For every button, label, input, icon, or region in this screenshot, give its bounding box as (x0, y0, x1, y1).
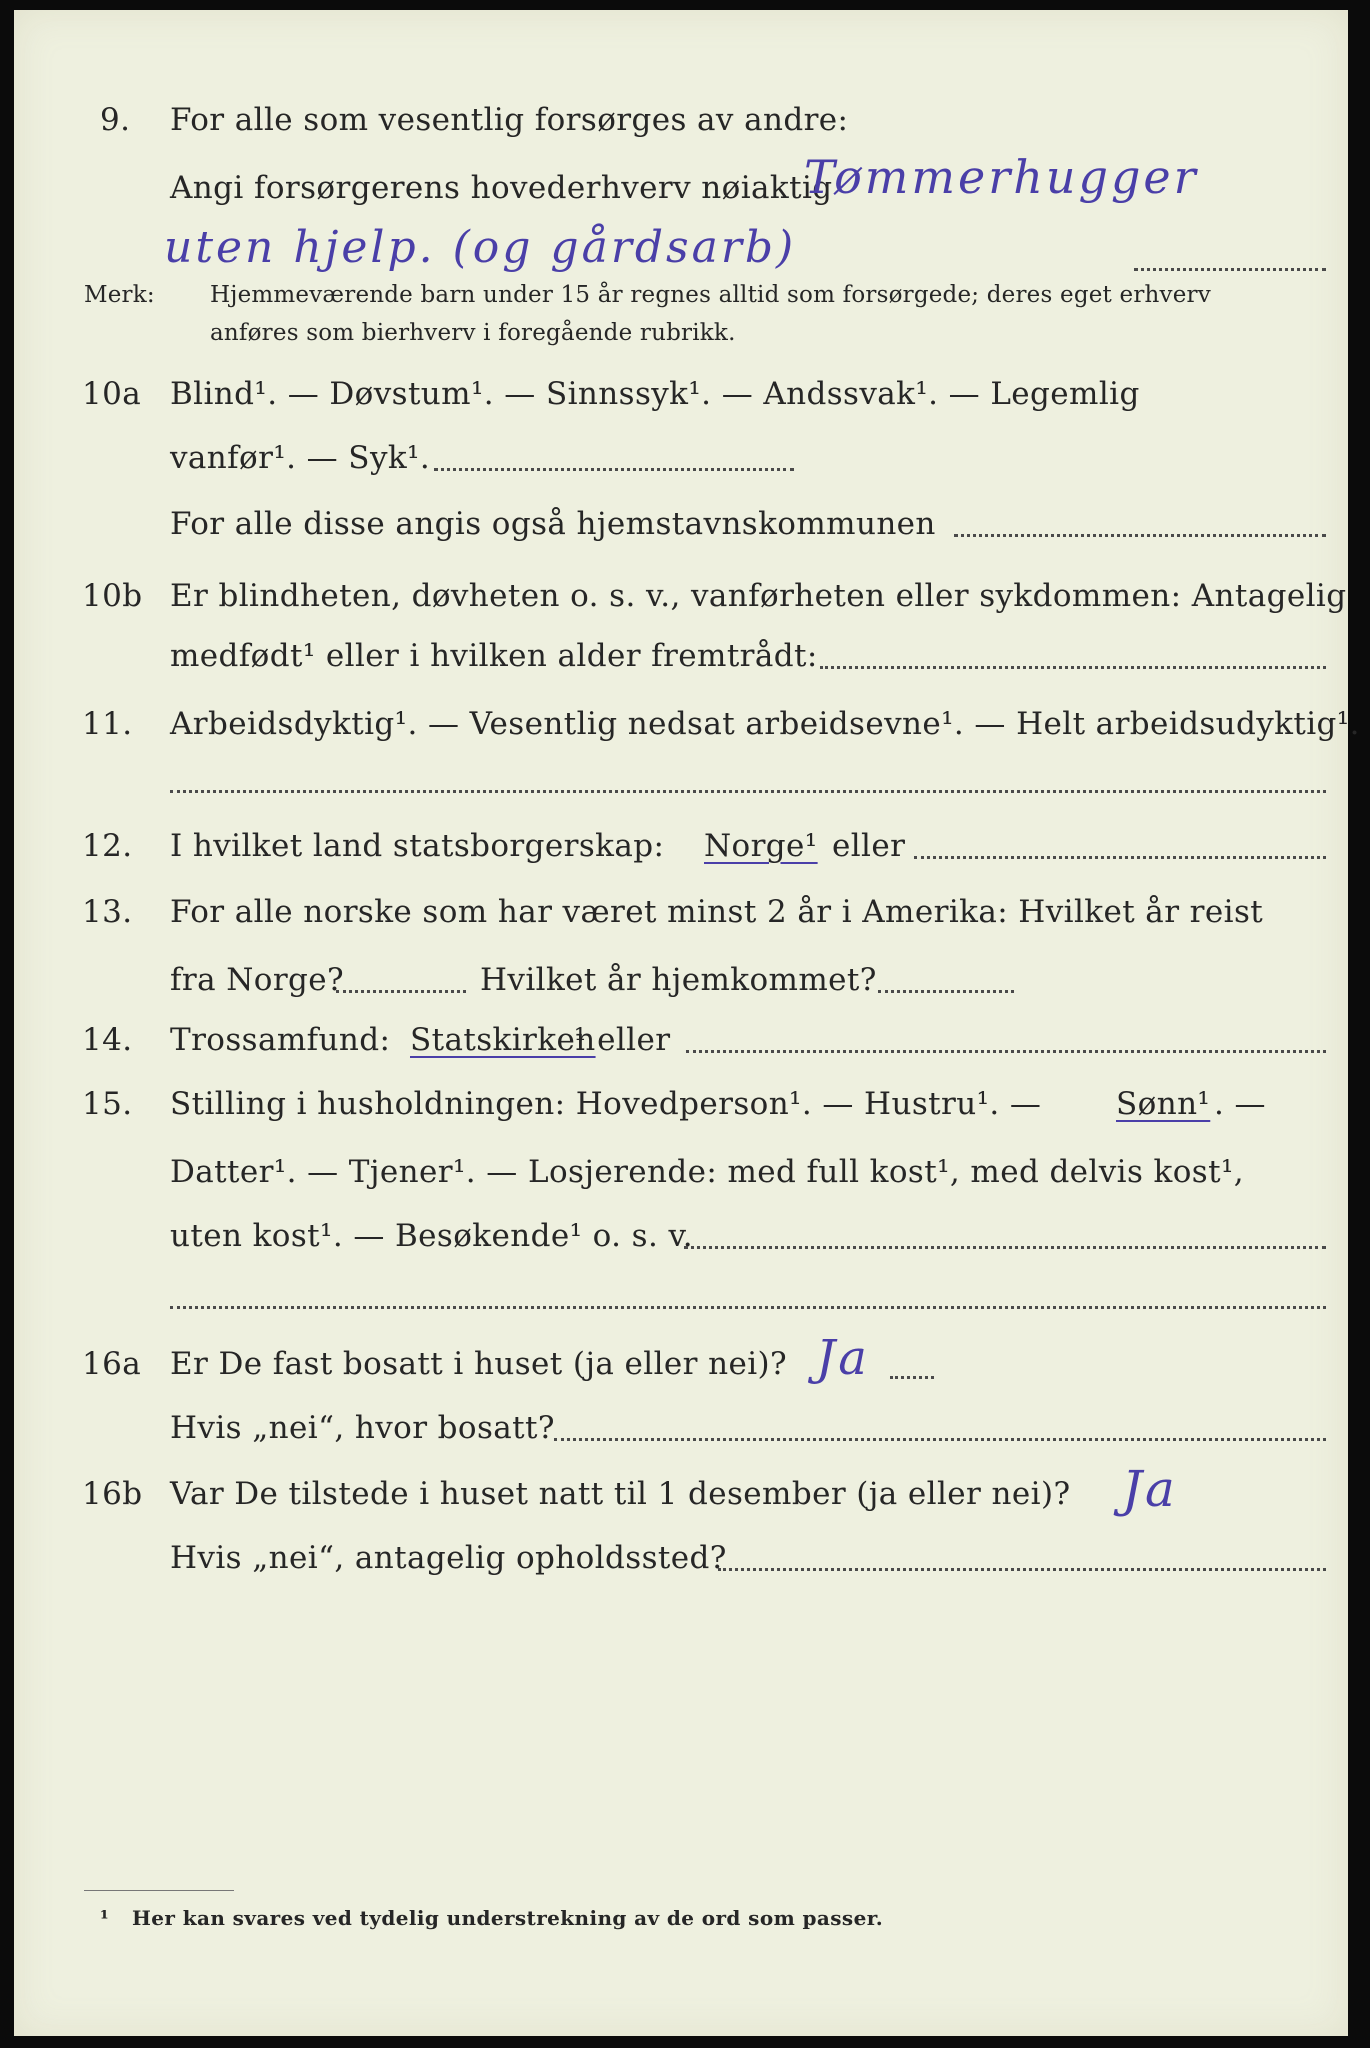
q16a-answer[interactable]: Ja (816, 1330, 870, 1386)
q10b-alder-line (820, 666, 1326, 669)
q16a-answer-line (890, 1376, 934, 1379)
q16a-bosatt-line (554, 1438, 1326, 1441)
q10b-number: 10b (82, 578, 143, 614)
q13-number: 13. (82, 894, 133, 930)
q14-rest: ¹ eller (574, 1022, 671, 1058)
q13-part-b: Hvilket år hjemkommet? (480, 962, 877, 998)
q10b-text-2: medfødt¹ eller i hvilken alder fremtrådt: (170, 638, 818, 674)
q14-number: 14. (82, 1022, 133, 1058)
footnote-rule (84, 1890, 234, 1891)
q15-text-3: uten kost¹. — Besøkende¹ o. s. v. (170, 1218, 693, 1254)
q10a-syk-line (434, 468, 794, 471)
q14-statskirken-option[interactable]: Statskirken (410, 1022, 596, 1058)
q14-answer-line (686, 1050, 1326, 1053)
footnote-mark: ¹ (100, 1906, 110, 1930)
q9-number: 9. (100, 102, 131, 138)
q15-text-1a: Stilling i husholdningen: Hovedperson¹. — Hustru¹. — (170, 1086, 1042, 1122)
q9-answer-line (1134, 268, 1326, 271)
q16a-number: 16a (82, 1346, 142, 1382)
q10a-text-1: Blind¹. — Døvstum¹. — Sinnssyk¹. — Andssvak¹. — Legemlig (170, 376, 1140, 412)
q9-answer-detail[interactable]: uten hjelp. (og gårdsarb) (164, 222, 797, 273)
q15-sonn-option[interactable]: Sønn¹ (1116, 1086, 1211, 1122)
q13-text-1: For alle norske som har været minst 2 år i Amerika: Hvilket år reist (170, 894, 1264, 930)
q15-text-1b: . — (1214, 1086, 1266, 1122)
merk-text-2: anføres som bierhverv i foregående rubrikk. (210, 320, 736, 346)
q13-part-a: fra Norge? (170, 962, 345, 998)
q9-text-1: For alle som vesentlig forsørges av andre: (170, 102, 849, 138)
q16b-answer[interactable]: Ja (1122, 1460, 1178, 1518)
q9-text-2: Angi forsørgerens hovederhverv nøiaktig (170, 170, 833, 206)
q11-number: 11. (82, 706, 133, 742)
q13-reist-line (336, 990, 466, 993)
q12-norge-option[interactable]: Norge¹ (704, 828, 818, 864)
q12-label: I hvilket land statsborgerskap: (170, 828, 665, 864)
q15-text-2: Datter¹. — Tjener¹. — Losjerende: med full kost¹, med delvis kost¹, (170, 1154, 1245, 1190)
q12-eller: eller (832, 828, 906, 864)
q12-number: 12. (82, 828, 133, 864)
merk-label: Merk: (84, 282, 155, 308)
q16a-text-2: Hvis „nei“, hvor bosatt? (170, 1410, 555, 1446)
q10a-text-2: vanfør¹. — Syk¹. (170, 440, 431, 476)
q10a-text-3: For alle disse angis også hjemstavnskommunen (170, 506, 936, 542)
q16b-text-1: Var De tilstede i huset natt til 1 desember (ja eller nei)? (170, 1476, 1071, 1512)
q16b-number: 16b (82, 1476, 143, 1512)
q9-answer-occupation[interactable]: Tømmerhugger (804, 150, 1199, 204)
q14-label: Trossamfund: (170, 1022, 391, 1058)
q15-answer-line (684, 1246, 1326, 1249)
q11-answer-line (170, 790, 1326, 793)
q10a-number: 10a (82, 376, 142, 412)
footnote-text: Her kan svares ved tydelig understrekning av de ord som passer. (132, 1906, 884, 1930)
q15-extra-line (170, 1306, 1326, 1309)
census-form-page (14, 10, 1360, 2036)
q16a-text-1: Er De fast bosatt i huset (ja eller nei)? (170, 1346, 788, 1382)
q12-answer-line (914, 856, 1326, 859)
q16b-text-2: Hvis „nei“, antagelig opholdssted? (170, 1540, 727, 1576)
q10a-kommune-line (954, 534, 1326, 537)
q15-number: 15. (82, 1086, 133, 1122)
q10b-text-1: Er blindheten, døvheten o. s. v., vanførheten eller sykdommen: Antagelig (170, 578, 1347, 614)
merk-text-1: Hjemmeværende barn under 15 år regnes alltid som forsørgede; deres eget erhverv (210, 282, 1211, 308)
q16b-opholdssted-line (718, 1568, 1326, 1571)
q11-text-1: Arbeidsdyktig¹. — Vesentlig nedsat arbeidsevne¹. — Helt arbeidsudyktig¹. (170, 706, 1360, 742)
q13-hjemkommet-line (878, 990, 1014, 993)
